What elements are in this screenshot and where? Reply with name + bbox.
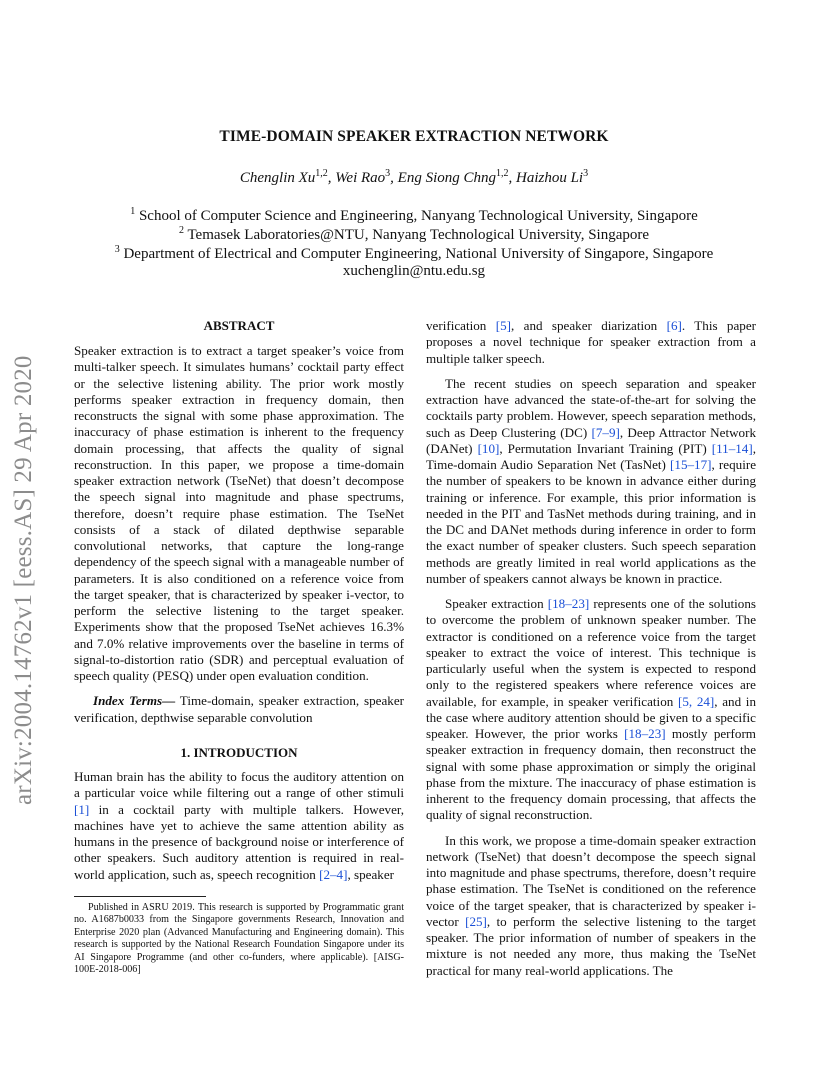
- affiliation-mark: 3: [114, 244, 120, 255]
- index-terms-label: Index Terms—: [93, 693, 176, 709]
- body-text: verification: [426, 318, 496, 333]
- body-text: . This paper proposes a novel technique for speaker extraction from a multiple talker speech.: [426, 318, 756, 366]
- citation-link[interactable]: [25]: [465, 913, 487, 929]
- author-email: xuchenglin@ntu.edu.sg: [342, 263, 486, 279]
- body-text: Speaker extraction: [445, 596, 548, 611]
- right-column: [426, 318, 756, 979]
- body-text: , and in the case where auditory attention should be given to a specific speaker. However, the prior works: [426, 693, 756, 741]
- citation-link[interactable]: [10]: [477, 440, 500, 456]
- author-name: Haizhou Li: [516, 170, 584, 186]
- citation-link[interactable]: [5, 24]: [677, 693, 715, 709]
- body-text: Human brain has the ability to focus the auditory attention on a particular voice while filtering out a range of other stimuli: [74, 769, 404, 801]
- body-text: , require the number of speakers to be known in advance either during training or inference. For example, this prior information is needed in the PIT and TasNet methods during training, and in the DC and DANet methods during inference in order to form the exact number of speaker clusters. Such speech separation methods are greatly limited in real world applications as the number of speakers cannot always be known in practice.: [426, 457, 757, 586]
- affiliation-text: School of Computer Science and Engineering, Nanyang Technological University, Singapore: [138, 208, 698, 224]
- author-name: Chenglin Xu: [239, 170, 316, 186]
- intro-paragraph: [74, 769, 404, 883]
- citation-link[interactable]: [11–14]: [711, 440, 753, 456]
- paper-title: TIME-DOMAIN SPEAKER EXTRACTION NETWORK: [219, 128, 609, 145]
- left-column: [74, 343, 404, 726]
- author-name: Wei Rao: [335, 170, 386, 186]
- body-paragraph: [426, 596, 756, 824]
- body-text: , and speaker diarization: [511, 318, 667, 333]
- body-text: represents one of the solutions to overcome the problem of unknown speaker number. The extractor is conditioned on a reference voice from the target speaker to extract the voice of interest. This technique is particularly useful when the system is expected to respond only to the registered speakers where reference voices are available, for example, in speaker verification: [426, 596, 756, 709]
- body-text: mostly perform speaker extraction in frequency domain, then reconstruct the signal with some phase approximation or simply the original phase from the mixture. The inaccuracy of phase estimation is inherent to the frequency domain processing, that affects the quality of signal reconstruction.: [426, 726, 756, 823]
- footnote: Published in ASRU 2019. This research is supported by Programmatic grant no. A1687b0033 from the Singapore governments Research, Innovation and Enterprise 2020 plan (Advanced Manufacturing and Engineering domain). This research is supported by the National Research Foundation Singapore under its AI Singapore Programme (and other co-funders, where applicable). [AISG-100E-2018-006]: [74, 902, 404, 976]
- body-paragraph: [426, 376, 756, 587]
- body-paragraph: [426, 318, 756, 367]
- body-text: , Time-domain Audio Separation Net (TasNet): [426, 440, 757, 472]
- citation-link[interactable]: [6]: [666, 318, 682, 333]
- body-text: , to perform the selective listening to the target speaker. The prior information of number of speakers in the mixture is not needed any more, thus making the TseNet practical for many real-world applications. The: [426, 913, 756, 978]
- index-terms-text: Time-domain, speaker extraction, speaker verification, depthwise separable convolution: [74, 693, 404, 725]
- intro-column: [74, 769, 404, 883]
- index-terms: [74, 693, 404, 726]
- citation-link[interactable]: [2–4]: [319, 866, 348, 882]
- affiliation-mark: 2: [178, 225, 184, 236]
- affiliation-2: [0, 225, 828, 244]
- author-affiliation-mark: 3: [385, 168, 391, 179]
- body-text: , Deep Attractor Network (DANet): [426, 424, 756, 456]
- author-affiliation-mark: 1,2: [315, 168, 328, 179]
- abstract-text: Speaker extraction is to extract a target speaker’s voice from multi-talker speech. It simulates humans’ cocktail party effect or the selective listening ability. The prior work mostly performs speaker extraction in frequency domain, then reconstructs the signal with some phase approximation. The inaccuracy of phase estimation is inherent to the frequency domain processing, that affects the quality of signal reconstruction. In this paper, we propose a time-domain speaker extraction network (TseNet) that doesn’t decompose the speech signal into magnitude and phase spectrums, therefore, doesn’t require phase estimation. The TseNet consists of a stack of dilated depthwise separable convolutional networks, that capture the long-range dependency of the speech signal with a manageable number of parameters. It is also conditioned on a reference voice from the target speaker, that is characterized by speaker i-vector, to perform the selective listening to the target speaker. Experiments show that the proposed TseNet achieves 16.3% and 7.0% relative improvements over the baseline in terms of signal-to-distortion ratio (SDR) and perceptual evaluation of speech quality (PESQ) under open evaluation condition.: [74, 343, 404, 683]
- citation-link[interactable]: [15–17]: [670, 457, 712, 472]
- abstract-heading: ABSTRACT: [203, 318, 275, 333]
- affiliation-text: Temasek Laboratories@NTU, Nanyang Technological University, Singapore: [187, 227, 650, 243]
- author-affiliation-mark: 1,2: [496, 168, 509, 179]
- body-text: In this work, we propose a time-domain speaker extraction network (TseNet) that doesn’t decompose the speech signal into magnitude and phase spectrums, therefore, doesn’t require phase estimation. The TseNet is conditioned on the reference voice of the target speaker, that is characterized by speaker i-vector: [426, 832, 756, 929]
- affiliation-text: Department of Electrical and Computer Engineering, National University of Singapore, Singapore: [123, 246, 714, 262]
- introduction-heading: 1. INTRODUCTION: [180, 745, 298, 760]
- body-text: , Permutation Invariant Training (PIT): [499, 440, 712, 456]
- citation-link[interactable]: [7–9]: [591, 424, 620, 440]
- author-name: Eng Siong Chng: [397, 170, 496, 186]
- author-list: Chenglin Xu$^{1,2}$, Wei Rao$^3$, Eng Siong Chng$^{1,2}$, Haizhou Li$^3$: [239, 168, 589, 186]
- body-text: , speaker: [347, 866, 394, 882]
- affiliation-3: [0, 244, 828, 263]
- footnote-divider: [74, 896, 206, 897]
- body-text: The recent studies on speech separation and speaker extraction have advanced the state-of-the-art for solving the cocktails party problem. However, speech separation methods, such as Deep Clustering (DC): [426, 375, 756, 440]
- citation-link[interactable]: [18–23]: [624, 726, 666, 741]
- citation-link[interactable]: [1]: [74, 801, 90, 817]
- body-paragraph: [426, 833, 756, 979]
- affiliation-mark: 1: [130, 206, 136, 217]
- arxiv-identifier: arXiv:2004.14762v1 [eess.AS] 29 Apr 2020: [10, 355, 37, 805]
- body-text: in a cocktail party with multiple talkers. However, machines have yet to achieve the same attention ability as humans in the presence of background noise or interference of other speakers. Such auditory attention is required in real-world application, such as, speech recognition: [74, 801, 404, 882]
- citation-link[interactable]: [5]: [495, 318, 511, 333]
- citation-link[interactable]: [18–23]: [547, 596, 590, 611]
- affiliation-1: [0, 206, 828, 225]
- author-affiliation-mark: 3: [583, 168, 589, 179]
